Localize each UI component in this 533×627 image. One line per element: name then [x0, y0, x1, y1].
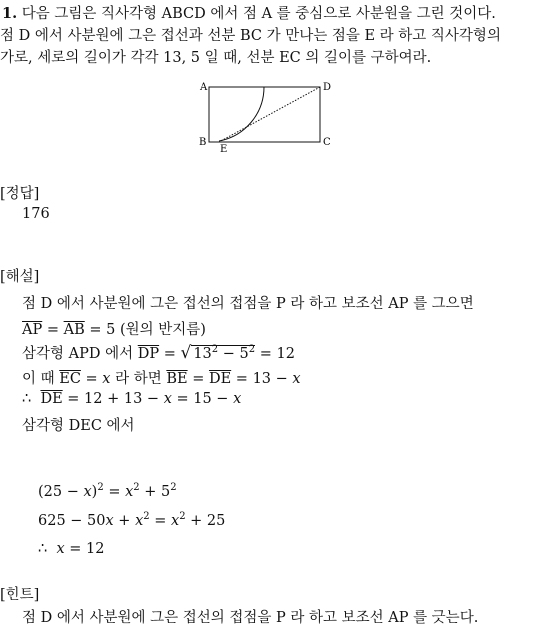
solution-line-3 [22, 342, 295, 363]
solution-line-1: 점 D 에서 사분원에 그은 접선의 접점을 P 라 하고 보조선 AP 를 그으면 [22, 296, 474, 312]
eq3-rhs: = 12 [64, 541, 105, 557]
eq1-left: (25 − [38, 484, 84, 500]
label-a: A [200, 82, 208, 93]
solution-line-2: $\overline{AP} = \overline{AB} = 5$ (원의 반지름) [22, 322, 206, 338]
line4-mid: 라 하면 [110, 371, 167, 387]
segment-de: $\overline{DE}$ [208, 371, 232, 387]
radical-sign: √ [180, 343, 192, 363]
var-x: x [163, 391, 172, 407]
line5-result: = 15 − [171, 391, 234, 407]
label-e: E [220, 144, 228, 154]
answer-header: [정답] [0, 186, 40, 202]
triangle-apd-text: 삼각형 APD 에서 [22, 346, 138, 362]
radicand-13: 13 [193, 346, 212, 362]
var-x: x [135, 513, 144, 529]
eq2-left: 625 − 50 [38, 513, 106, 529]
therefore-symbol: ∴ [22, 391, 32, 407]
radius-note: = 5 (원의 반지름) [84, 322, 206, 338]
solution-header: [해설] [0, 269, 40, 285]
var-x: x [83, 484, 92, 500]
exponent: 2 [211, 344, 219, 355]
var-x: x [56, 541, 65, 557]
var-x: x [102, 371, 111, 387]
therefore-symbol: ∴ [38, 541, 48, 557]
problem-text-1: 다음 그림은 직사각형 ABCD 에서 점 A 를 중심으로 사분원을 그린 것이다. [21, 6, 496, 22]
eq2-right: + 25 [185, 513, 226, 529]
label-d: D [323, 82, 332, 93]
equation-1: $(25 - x)^2 = x^2 + 5^2$ [38, 482, 177, 500]
var-x: x [292, 371, 301, 387]
answer-value: 176 [22, 206, 50, 222]
rectangle-abcd [209, 87, 320, 142]
problem-line-3: 가로, 세로의 길이가 각각 13, 5 일 때, 선분 EC 의 길이를 구하여라. [0, 50, 432, 66]
equation-3 [38, 541, 104, 557]
segment-de: $\overline{DE}$ [40, 391, 63, 407]
segment-ec: $\overline{EC}$ [59, 371, 81, 387]
label-b: B [199, 137, 207, 148]
line4-tail: 13 − [252, 371, 293, 387]
segment-dp: $\overline{DP}$ [137, 346, 160, 362]
problem-line-1 [2, 2, 496, 23]
dp-result: = 12 [255, 346, 295, 362]
solution-line-4: 이 때 $\overline{EC} = x$ 라 하면 $\overline{BE} = \overline{DE} = 13 - x$ [22, 371, 301, 387]
rectangle-figure [197, 78, 343, 154]
hint-header: [힌트] [0, 587, 40, 603]
radicand-5: 5 [239, 346, 249, 362]
segment-ab: $\overline{AB}$ [63, 322, 85, 338]
var-x: x [171, 513, 180, 529]
line5-sum: = 12 + 13 − [62, 391, 164, 407]
segment-be: $\overline{BE}$ [166, 371, 188, 387]
segment-ap: $\overline{AP}$ [22, 322, 43, 338]
equation-2: $625 - 50x + x^2 = x^2 + 25$ [38, 511, 226, 529]
eq1-right: + 5 [139, 484, 171, 500]
solution-line-6: 삼각형 DEC 에서 [22, 418, 135, 434]
line4-prefix: 이 때 [22, 371, 60, 387]
solution-line-5 [22, 391, 241, 407]
hint-text: 점 D 에서 사분원에 그은 접선의 접점을 P 라 하고 보조선 AP 를 긋는다. [22, 610, 479, 626]
quarter-circle-arc [219, 87, 264, 141]
var-x: x [105, 513, 114, 529]
problem-line-2: 점 D 에서 사분원에 그은 접선과 선분 BC 가 만나는 점을 E 라 하고 직사각형의 [0, 28, 501, 44]
problem-number: 1. [2, 5, 18, 22]
var-x: x [125, 484, 134, 500]
eq2-mid: + [113, 513, 136, 529]
exponent: 2 [248, 344, 256, 355]
equals-sign: = [159, 346, 181, 362]
label-c: C [323, 137, 331, 148]
tangent-line-de [219, 87, 320, 142]
var-x: x [233, 391, 242, 407]
radicand: $13^2 - 5^2$ [193, 344, 256, 362]
